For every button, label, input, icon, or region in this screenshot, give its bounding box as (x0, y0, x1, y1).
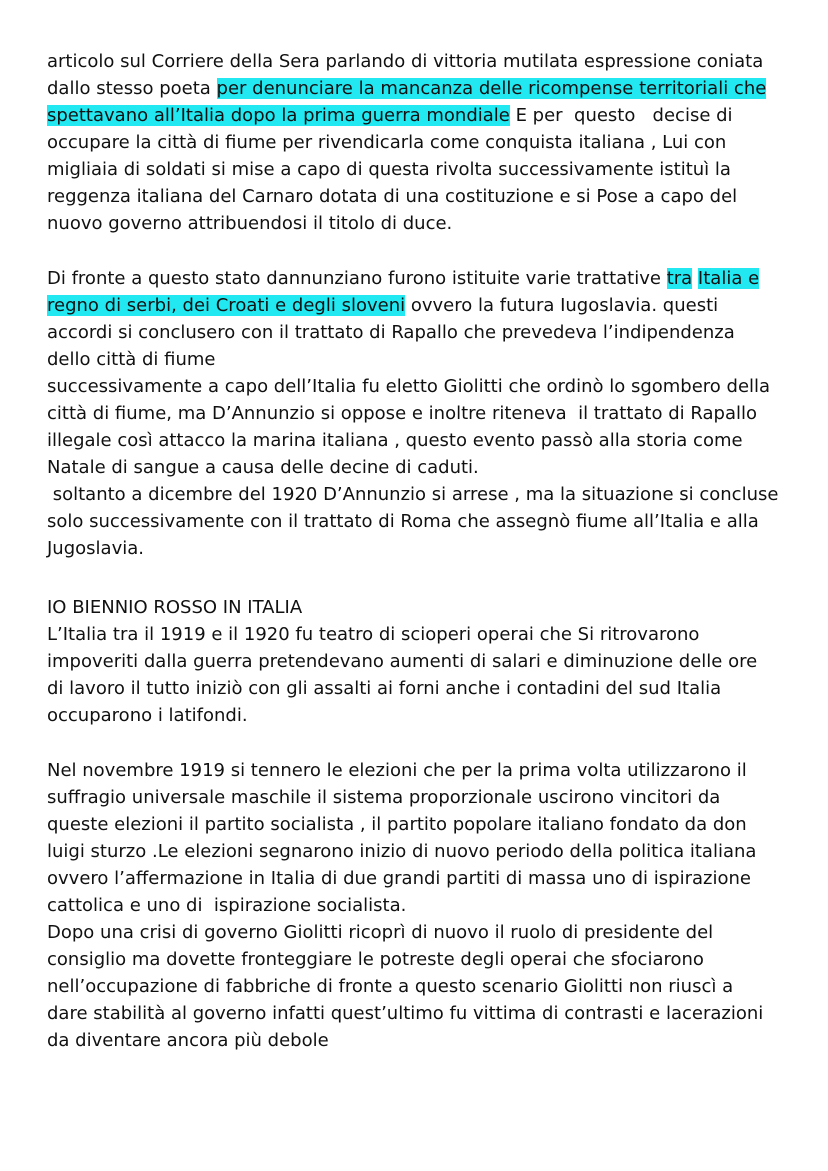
text-segment: ovvero la futura Iugoslavia. questi (405, 295, 719, 316)
section-biennio-rosso (47, 594, 817, 729)
text-line (47, 102, 817, 129)
text-line: cattolica e uno di ispirazione socialista. (47, 895, 407, 916)
text-line: illegale così attacco la marina italiana , questo evento passò alla storia come (47, 430, 743, 451)
highlighted-text: regno di serbi, dei Croati e degli sloveni (47, 295, 406, 316)
text-line: queste elezioni il partito socialista , il partito popolare italiano fondato da don (47, 814, 747, 835)
text-line: successivamente a capo dell’Italia fu eletto Giolitti che ordinò lo sgombero della (47, 376, 771, 397)
text-line: da diventare ancora più debole (47, 1030, 329, 1051)
highlighted-text: Italia e (697, 268, 760, 289)
text-line: suffragio universale maschile il sistema proporzionale uscirono vincitori da (47, 787, 721, 808)
text-line: dare stabilità al governo infatti quest’ultimo fu vittima di contrasti e lacerazioni (47, 1003, 764, 1024)
text-line: Nel novembre 1919 si tennero le elezioni che per la prima volta utilizzarono il (47, 760, 747, 781)
paragraph-fiume (47, 48, 817, 237)
text-line: consiglio ma dovette fronteggiare le potreste degli operai che sfociarono (47, 949, 704, 970)
text-line: Dopo una crisi di governo Giolitti ricoprì di nuovo il ruolo di presidente del (47, 922, 714, 943)
text-line: di lavoro il tutto iniziò con gli assalti ai forni anche i contadini del sud Italia (47, 678, 722, 699)
text-line (47, 265, 817, 292)
text-segment: dallo stesso poeta (47, 78, 217, 99)
highlighted-text: per denunciare la mancanza delle ricompense territoriali che (216, 78, 767, 99)
text-line: Natale di sangue a causa delle decine di caduti. (47, 457, 479, 478)
text-line (47, 75, 817, 102)
text-line: impoveriti dalla guerra pretendevano aumenti di salari e diminuzione delle ore (47, 651, 758, 672)
text-line: accordi si conclusero con il trattato di Rapallo che prevedeva l’indipendenza (47, 322, 735, 343)
text-line: occuparono i latifondi. (47, 705, 248, 726)
text-line: dello città di fiume (47, 349, 216, 370)
text-line: L’Italia tra il 1919 e il 1920 fu teatro di scioperi operai che Si ritrovarono (47, 624, 700, 645)
text-line (47, 292, 817, 319)
text-line: nuovo governo attribuendosi il titolo di duce. (47, 213, 453, 234)
text-line: città di fiume, ma D’Annunzio si oppose e inoltre riteneva il trattato di Rapallo (47, 403, 757, 424)
highlighted-text: spettavano all’Italia dopo la prima guerra mondiale (47, 105, 510, 126)
text-line: nell’occupazione di fabbriche di fronte a questo scenario Giolitti non riuscì a (47, 976, 734, 997)
text-line: reggenza italiana del Carnaro dotata di una costituzione e si Pose a capo del (47, 186, 738, 207)
text-line: migliaia di soldati si mise a capo di questa rivolta successivamente istituì la (47, 159, 731, 180)
paragraph-elezioni (47, 757, 817, 1054)
paragraph-rapallo (47, 265, 817, 562)
text-segment: Di fronte a questo stato dannunziano furono istituite varie trattative (47, 268, 667, 289)
text-line: ovvero l’affermazione in Italia di due grandi partiti di massa uno di ispirazione (47, 868, 751, 889)
text-segment: E per questo decise di (509, 105, 733, 126)
text-line: soltanto a dicembre del 1920 D’Annunzio si arrese , ma la situazione si concluse (47, 484, 779, 505)
text-line: Jugoslavia. (47, 538, 144, 559)
text-line: solo successivamente con il trattato di Roma che assegnò fiume all’Italia e alla (47, 511, 759, 532)
text-line: articolo sul Corriere della Sera parlando di vittoria mutilata espressione coniata (47, 51, 764, 72)
highlighted-text: tra (666, 268, 693, 289)
section-heading: IO BIENNIO ROSSO IN ITALIA (47, 597, 303, 618)
text-line: luigi sturzo .Le elezioni segnarono inizio di nuovo periodo della politica italiana (47, 841, 757, 862)
text-line: occupare la città di fiume per rivendicarla come conquista italiana , Lui con (47, 132, 727, 153)
